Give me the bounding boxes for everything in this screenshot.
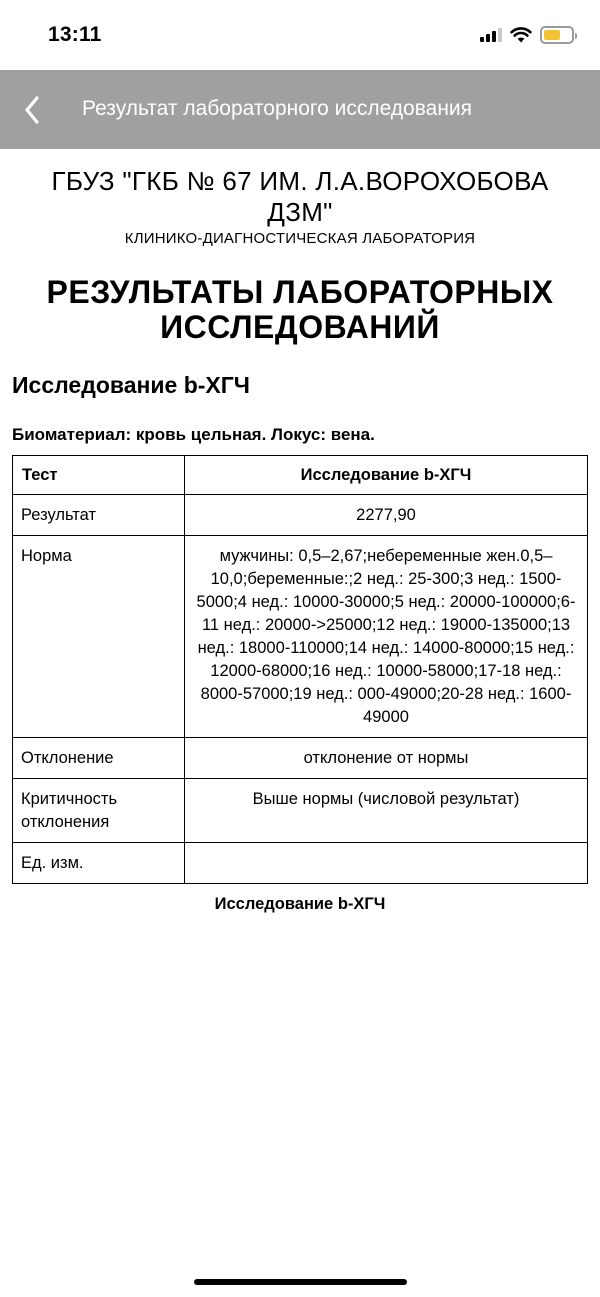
table-row-deviation	[13, 738, 588, 779]
home-indicator[interactable]	[194, 1279, 407, 1285]
report-content	[0, 149, 600, 914]
row-label: Отклонение	[13, 738, 185, 779]
chevron-left-icon	[24, 96, 40, 124]
row-label: Норма	[13, 536, 185, 738]
battery-icon	[540, 26, 574, 44]
study-title: Исследование b-ХГЧ	[12, 372, 250, 398]
header-label: Тест	[13, 456, 185, 495]
report-title: РЕЗУЛЬТАТЫ ЛАБОРАТОРНЫХ ИССЛЕДОВАНИЙ	[46, 274, 554, 345]
row-label: Результат	[13, 495, 185, 536]
row-value: отклонение от нормы	[185, 738, 588, 779]
results-table	[12, 455, 588, 884]
row-label: Ед. изм.	[13, 843, 185, 884]
table-row-units	[13, 843, 588, 884]
status-bar	[0, 0, 600, 70]
row-value: 2277,90	[185, 495, 588, 536]
organization-name: ГБУЗ "ГКБ № 67 ИМ. Л.А.ВОРОХОБОВА ДЗМ"	[51, 166, 549, 227]
row-label: Критичность отклонения	[13, 779, 185, 843]
status-time: 13:11	[48, 23, 102, 46]
table-row-norm	[13, 536, 588, 738]
battery-level	[544, 30, 560, 40]
header-value: Исследование b-ХГЧ	[185, 456, 588, 495]
cellular-signal-icon	[480, 28, 502, 42]
row-value	[185, 843, 588, 884]
row-value: Выше нормы (числовой результат)	[185, 779, 588, 843]
table-row-result	[13, 495, 588, 536]
nav-title: Результат лабораторного исследования	[82, 97, 473, 120]
row-value: мужчины: 0,5–2,67;небеременные жен.0,5–10,0;беременные:;2 нед.: 25-300;3 нед.: 1500-5000;4 нед.: 10000-30000;5 нед.: 20000-100000;6-11 нед.: 20000->25000;12 нед.: 19000-135000;13 нед.: 18000-110000;14 нед.: 14000-80000;15 нед.: 12000-68000;16 нед.: 10000-58000;17-18 нед.: 8000-57000;19 нед.: 000-49000;20-28 нед.: 1600-49000	[185, 536, 588, 738]
back-button[interactable]	[14, 90, 50, 130]
status-icons	[480, 26, 574, 44]
table-header-row	[13, 456, 588, 495]
biomaterial-info: Биоматериал: кровь цельная. Локус: вена.	[12, 425, 375, 444]
table-row-criticality	[13, 779, 588, 843]
laboratory-name: КЛИНИКО-ДИАГНОСТИЧЕСКАЯ ЛАБОРАТОРИЯ	[124, 230, 476, 247]
navigation-bar	[0, 70, 600, 149]
wifi-icon	[510, 27, 532, 43]
table-caption: Исследование b-ХГЧ	[214, 895, 386, 913]
